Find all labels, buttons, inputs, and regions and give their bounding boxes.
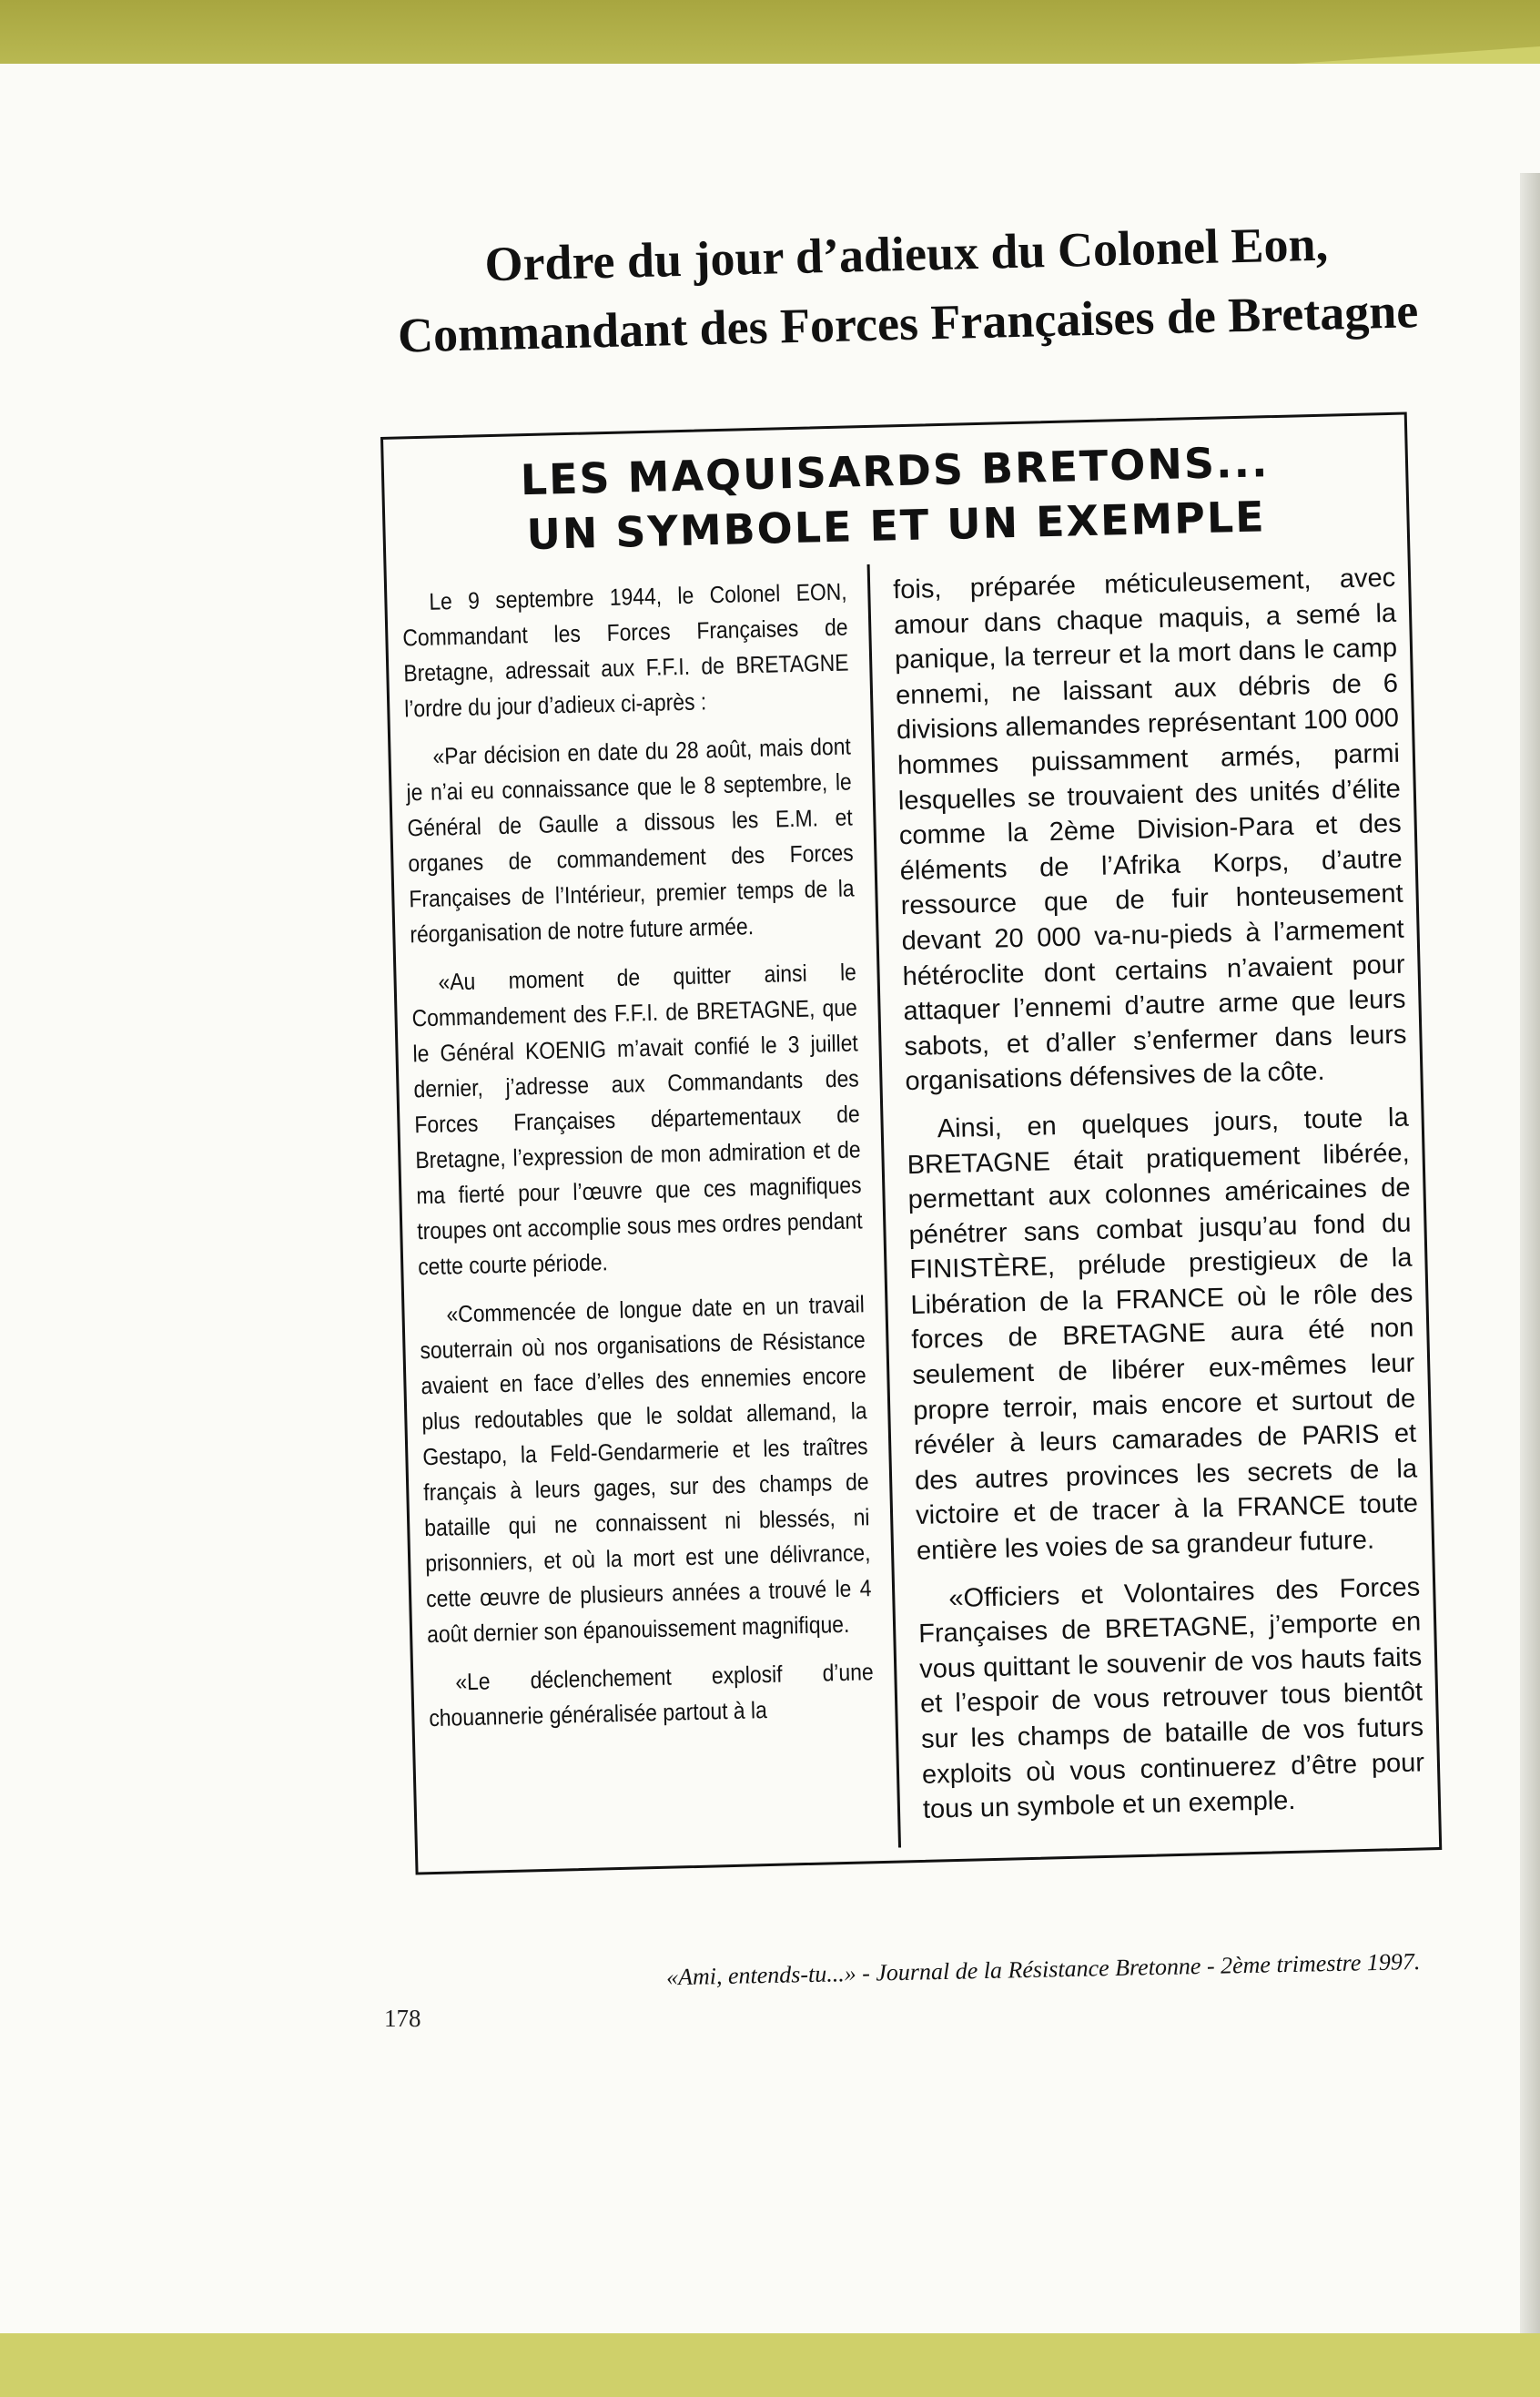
paragraph: «Commencée de longue date en un travail souterrain où nos organisations de Résistance avaient en face d’elles des ennemies encore plus redoutables que le soldat allemand, la Gestapo, la Feld-Gendarmerie et les traîtres français à leurs gages, sur des champs de bataille qui ne connaissent ni blessés, ni prisonniers, et où la mort est une délivrance, cette œuvre de plusieurs années a trouvé le 4 août dernier son épanouissement magnifique.	[420, 1290, 872, 1649]
paragraph: «Au moment de quitter ainsi le Commandement des F.F.I. de BRETAGNE, que le Général KOENIG m’avait confié le 3 juillet dernier, j’adresse aux Commandants des Forces Françaises départementaux de Bretagne, l’expression de mon admiration et de ma fierté pour l’œuvre que ces magnifiques troupes ont accomplie sous mes ordres pendant cette courte période.	[411, 958, 863, 1281]
paragraph: Le 9 septembre 1944, le Colonel EON, Commandant les Forces Françaises de Bretagne, adressait aux F.F.I. de BRETAGNE l’ordre du jour d’adieux ci-après :	[402, 577, 849, 723]
page-number: 178	[384, 2005, 421, 2032]
article-box	[380, 411, 1442, 1874]
source-caption: «Ami, entends-tu...» - Journal de la Résistance Bretonne - 2ème trimestre 1997.	[665, 1948, 1421, 1991]
paragraph: «Par décision en date du 28 août, mais dont je n’ai eu connaissance que le 8 septembre, le Général de Gaulle a dissous les E.M. et organes de commandement des Forces Françaises de l’Intérieur, premier temps de la réorganisation de notre future armée.	[406, 732, 855, 949]
page-edge	[1520, 173, 1540, 2397]
title-line-1: Ordre du jour d’adieux du Colonel Eon,	[483, 216, 1329, 292]
left-column	[401, 574, 875, 1750]
headline-line-1: LES MAQUISARDS BRETONS...	[520, 437, 1270, 505]
paragraph: fois, préparée méticuleusement, avec amour dans chaque maquis, a semé la panique, la terreur et la mort dans le camp ennemi, ne laissant aux débris de 6 divisions allemandes représentant 100 000 hommes puissamment armés, parmi lesquelles se trouvaient des unités d’élite comme la 2ème Division-Para et des éléments de l’Afrika Korps, d’autre ressource que de fuir honteusement devant 20 000 va-nu-pieds à l’armement hétéroclite dont certains n’avaient pour attaquer l’ennemi d’autre arme que leurs sabots, et d’aller s’enfermer dans leurs organisations défensives de la côte.	[892, 563, 1407, 1097]
paragraph: Ainsi, en quelques jours, toute la BRETAGNE était pratiquement libérée, permettant aux colonnes américaines de pénétrer sans combat jusqu’au fond du FINISTÈRE, prélude prestigieux de la Libération de la FRANCE où le rôle des forces de BRETAGNE aura été non seulement de libérer eux-mêmes leur propre terroir, mais encore et surtout de révéler à leurs camarades de PARIS et des autres provinces les secrets de la victoire et de tracer à la FRANCE toute entière les voies de sa grandeur future.	[907, 1102, 1419, 1566]
paragraph: «Officiers et Volontaires des Forces Françaises de BRETAGNE, j’emporte en vous quittant le souvenir de vos hauts faits et l’espoir de vous retrouver tous bientôt sur les champs de bataille de vos futurs exploits où vous continuerez d’être pour tous un symbole et un exemple.	[917, 1572, 1425, 1825]
page-title	[382, 207, 1432, 371]
right-column	[893, 561, 1426, 1841]
headline-line-2: UN SYMBOLE ET UN EXEMPLE	[525, 492, 1267, 560]
title-line-2: Commandant des Forces Françaises de Bretagne	[397, 283, 1419, 363]
paragraph: «Le déclenchement explosif d’une chouannerie généralisée partout à la	[429, 1658, 874, 1732]
article-headline	[384, 432, 1408, 565]
